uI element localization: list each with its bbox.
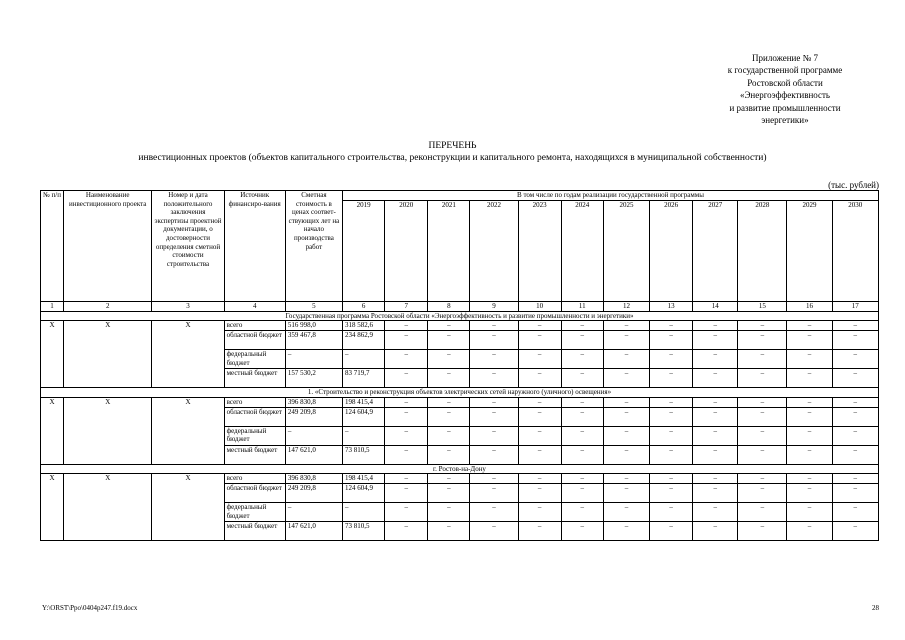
year-value: – <box>470 407 518 426</box>
year-value: – <box>603 484 649 503</box>
section-title: 1. «Строительство и реконструкция объектов электрических сетей наружного (уличного) освещения» <box>41 388 879 398</box>
column-number: 13 <box>650 302 693 312</box>
column-number: 10 <box>518 302 561 312</box>
funding-source: местный бюджет <box>224 445 285 464</box>
year-value: – <box>650 503 693 522</box>
year-value: – <box>738 350 787 369</box>
column-number: 3 <box>152 302 224 312</box>
year-value: – <box>428 407 470 426</box>
column-number: 2 <box>64 302 152 312</box>
estimated-cost: 147 621,0 <box>285 445 342 464</box>
header-years-group: В том числе по годам реализации государственной программы <box>343 191 879 201</box>
year-value: – <box>738 397 787 407</box>
value-2019: 124 604,9 <box>343 407 385 426</box>
year-value: – <box>518 369 561 388</box>
name-mark: X <box>64 321 152 388</box>
year-value: – <box>738 522 787 541</box>
year-value: – <box>385 350 428 369</box>
value-2019: 318 582,6 <box>343 321 385 331</box>
funding-source: федеральный бюджет <box>224 426 285 445</box>
year-value: – <box>561 369 603 388</box>
year-value: – <box>561 331 603 350</box>
year-value: – <box>693 331 738 350</box>
funding-source: всего <box>224 321 285 331</box>
year-value: – <box>470 522 518 541</box>
year-value: – <box>603 369 649 388</box>
year-value: – <box>603 522 649 541</box>
column-number: 6 <box>343 302 385 312</box>
column-number: 8 <box>428 302 470 312</box>
year-value: – <box>787 350 832 369</box>
year-value: – <box>518 350 561 369</box>
year-value: – <box>518 426 561 445</box>
year-value: – <box>693 321 738 331</box>
year-value: – <box>385 321 428 331</box>
value-2019: 73 810,5 <box>343 522 385 541</box>
header-year: 2028 <box>738 200 787 301</box>
year-value: – <box>561 484 603 503</box>
year-value: – <box>518 503 561 522</box>
expertise-mark: X <box>152 321 224 388</box>
year-value: – <box>787 445 832 464</box>
year-value: – <box>603 350 649 369</box>
funding-source: федеральный бюджет <box>224 503 285 522</box>
year-value: – <box>738 331 787 350</box>
year-value: – <box>787 426 832 445</box>
year-value: – <box>428 503 470 522</box>
value-2019: 73 810,5 <box>343 445 385 464</box>
year-value: – <box>385 331 428 350</box>
header-year: 2021 <box>428 200 470 301</box>
year-value: – <box>385 407 428 426</box>
year-value: – <box>470 503 518 522</box>
year-value: – <box>428 426 470 445</box>
estimated-cost: 516 998,0 <box>285 321 342 331</box>
value-2019: 198 415,4 <box>343 397 385 407</box>
document-title <box>0 140 905 164</box>
value-2019: – <box>343 503 385 522</box>
year-value: – <box>787 407 832 426</box>
appendix-line: Ростовской области <box>747 77 823 88</box>
year-value: – <box>428 369 470 388</box>
funding-source: всего <box>224 474 285 484</box>
year-value: – <box>832 474 878 484</box>
year-value: – <box>787 484 832 503</box>
section-title: г. Ростов-на-Дону <box>41 464 879 474</box>
year-value: – <box>832 350 878 369</box>
year-value: – <box>693 369 738 388</box>
year-value: – <box>650 484 693 503</box>
table-row <box>41 397 879 407</box>
estimated-cost: 249 209,8 <box>285 484 342 503</box>
value-2019: 124 604,9 <box>343 484 385 503</box>
appendix-line: энергетики» <box>761 115 809 126</box>
year-value: – <box>832 397 878 407</box>
year-value: – <box>561 522 603 541</box>
header-expertise: Номер и дата положительного заключения экспертизы проектной документации, о достоверности определения сметной стоимости строительства <box>152 191 224 302</box>
funding-source: областной бюджет <box>224 331 285 350</box>
year-value: – <box>470 484 518 503</box>
year-value: – <box>428 331 470 350</box>
year-value: – <box>650 321 693 331</box>
year-value: – <box>470 474 518 484</box>
year-value: – <box>603 397 649 407</box>
header-source: Источник финансиро-вания <box>224 191 285 302</box>
year-value: – <box>603 474 649 484</box>
section-title-row <box>41 464 879 474</box>
year-value: – <box>561 474 603 484</box>
year-value: – <box>518 331 561 350</box>
year-value: – <box>832 331 878 350</box>
year-value: – <box>650 369 693 388</box>
year-value: – <box>385 503 428 522</box>
year-value: – <box>470 397 518 407</box>
year-value: – <box>693 426 738 445</box>
value-2019: – <box>343 426 385 445</box>
year-value: – <box>650 397 693 407</box>
year-value: – <box>738 369 787 388</box>
header-year: 2026 <box>650 200 693 301</box>
year-value: – <box>561 503 603 522</box>
table-header <box>41 191 879 312</box>
year-value: – <box>428 484 470 503</box>
year-value: – <box>738 445 787 464</box>
table-body <box>41 311 879 541</box>
table-row <box>41 474 879 484</box>
appendix-line: Приложение № 7 <box>752 53 818 63</box>
number-mark: X <box>41 321 64 388</box>
estimated-cost: – <box>285 503 342 522</box>
header-name: Наименование инвестиционного проекта <box>64 191 152 302</box>
year-value: – <box>693 522 738 541</box>
year-value: – <box>787 474 832 484</box>
year-value: – <box>518 484 561 503</box>
header-year: 2023 <box>518 200 561 301</box>
column-number: 16 <box>787 302 832 312</box>
column-number: 1 <box>41 302 64 312</box>
year-value: – <box>561 445 603 464</box>
year-value: – <box>385 426 428 445</box>
year-value: – <box>693 407 738 426</box>
year-value: – <box>650 407 693 426</box>
year-value: – <box>428 474 470 484</box>
year-value: – <box>650 522 693 541</box>
year-value: – <box>832 321 878 331</box>
column-numbers-row <box>41 302 879 312</box>
estimated-cost: 396 830,8 <box>285 474 342 484</box>
year-value: – <box>650 331 693 350</box>
year-value: – <box>518 474 561 484</box>
year-value: – <box>603 503 649 522</box>
section-title-row <box>41 388 879 398</box>
column-number: 11 <box>561 302 603 312</box>
column-number: 15 <box>738 302 787 312</box>
name-mark: X <box>64 397 152 464</box>
header-year: 2030 <box>832 200 878 301</box>
year-value: – <box>738 503 787 522</box>
year-value: – <box>385 445 428 464</box>
appendix-line: и развитие промышленности <box>729 102 841 113</box>
year-value: – <box>470 369 518 388</box>
year-value: – <box>832 522 878 541</box>
title-subtitle: инвестиционных проектов (объектов капитального строительства, реконструкции и капитального ремонта, находящихся в муниципальной собственности) <box>138 153 767 163</box>
year-value: – <box>787 522 832 541</box>
header-year: 2029 <box>787 200 832 301</box>
year-value: – <box>518 522 561 541</box>
header-cost: Сметная стоимость в ценах соответ-ствующих лет на начало производства работ <box>285 191 342 302</box>
funding-source: федеральный бюджет <box>224 350 285 369</box>
appendix-header <box>690 52 880 126</box>
expertise-mark: X <box>152 397 224 464</box>
header-no: № п/п <box>41 191 64 302</box>
name-mark: X <box>64 474 152 541</box>
header-year: 2027 <box>693 200 738 301</box>
year-value: – <box>832 445 878 464</box>
funding-source: местный бюджет <box>224 522 285 541</box>
year-value: – <box>518 397 561 407</box>
expertise-mark: X <box>152 474 224 541</box>
number-mark: X <box>41 397 64 464</box>
year-value: – <box>693 397 738 407</box>
year-value: – <box>650 445 693 464</box>
year-value: – <box>428 445 470 464</box>
year-value: – <box>561 321 603 331</box>
year-value: – <box>832 369 878 388</box>
year-value: – <box>603 321 649 331</box>
year-value: – <box>738 321 787 331</box>
year-value: – <box>561 350 603 369</box>
year-value: – <box>693 445 738 464</box>
year-value: – <box>650 426 693 445</box>
year-value: – <box>693 484 738 503</box>
year-value: – <box>428 350 470 369</box>
value-2019: – <box>343 350 385 369</box>
year-value: – <box>518 407 561 426</box>
year-value: – <box>470 321 518 331</box>
year-value: – <box>470 350 518 369</box>
year-value: – <box>650 350 693 369</box>
year-value: – <box>561 397 603 407</box>
year-value: – <box>518 445 561 464</box>
column-number: 4 <box>224 302 285 312</box>
year-value: – <box>518 321 561 331</box>
year-value: – <box>787 369 832 388</box>
column-number: 12 <box>603 302 649 312</box>
year-value: – <box>470 331 518 350</box>
year-value: – <box>428 321 470 331</box>
estimated-cost: – <box>285 426 342 445</box>
year-value: – <box>787 503 832 522</box>
column-number: 9 <box>470 302 518 312</box>
year-value: – <box>832 503 878 522</box>
year-value: – <box>693 350 738 369</box>
table-row <box>41 321 879 331</box>
header-year: 2022 <box>470 200 518 301</box>
year-value: – <box>385 484 428 503</box>
column-number: 7 <box>385 302 428 312</box>
year-value: – <box>787 321 832 331</box>
year-value: – <box>693 503 738 522</box>
year-value: – <box>787 397 832 407</box>
year-value: – <box>470 426 518 445</box>
page-number: 28 <box>872 604 879 612</box>
funding-source: областной бюджет <box>224 407 285 426</box>
footer-file-path: Y:\ORST\Ppo\0404p247.f19.docx <box>42 604 138 612</box>
estimated-cost: 396 830,8 <box>285 397 342 407</box>
estimated-cost: 147 621,0 <box>285 522 342 541</box>
units-label: (тыс. рублей) <box>828 180 879 190</box>
appendix-line: «Энергоэффективность <box>739 90 831 101</box>
section-title: Государственная программа Ростовской области «Энергоэффективность и развитие промышленности и энергетики» <box>41 311 879 321</box>
header-year: 2020 <box>385 200 428 301</box>
section-title-row <box>41 311 879 321</box>
header-year: 2019 <box>343 200 385 301</box>
year-value: – <box>603 407 649 426</box>
column-number: 5 <box>285 302 342 312</box>
investment-projects-table <box>40 190 879 541</box>
year-value: – <box>738 484 787 503</box>
year-value: – <box>428 397 470 407</box>
year-value: – <box>561 407 603 426</box>
estimated-cost: – <box>285 350 342 369</box>
year-value: – <box>738 407 787 426</box>
column-number: 14 <box>693 302 738 312</box>
year-value: – <box>470 445 518 464</box>
funding-source: областной бюджет <box>224 484 285 503</box>
number-mark: X <box>41 474 64 541</box>
year-value: – <box>428 522 470 541</box>
year-value: – <box>561 426 603 445</box>
year-value: – <box>385 522 428 541</box>
year-value: – <box>738 474 787 484</box>
column-number: 17 <box>832 302 878 312</box>
value-2019: 234 862,9 <box>343 331 385 350</box>
estimated-cost: 157 530,2 <box>285 369 342 388</box>
value-2019: 83 719,7 <box>343 369 385 388</box>
year-value: – <box>603 426 649 445</box>
year-value: – <box>832 407 878 426</box>
funding-source: всего <box>224 397 285 407</box>
year-value: – <box>385 474 428 484</box>
year-value: – <box>650 474 693 484</box>
estimated-cost: 359 467,8 <box>285 331 342 350</box>
year-value: – <box>787 331 832 350</box>
year-value: – <box>603 331 649 350</box>
value-2019: 198 415,4 <box>343 474 385 484</box>
appendix-line: к государственной программе <box>727 65 843 76</box>
header-year: 2025 <box>603 200 649 301</box>
year-value: – <box>832 484 878 503</box>
year-value: – <box>385 397 428 407</box>
title-heading: ПЕРЕЧЕНЬ <box>428 141 477 151</box>
funding-source: местный бюджет <box>224 369 285 388</box>
year-value: – <box>603 445 649 464</box>
estimated-cost: 249 209,8 <box>285 407 342 426</box>
year-value: – <box>738 426 787 445</box>
year-value: – <box>385 369 428 388</box>
year-value: – <box>832 426 878 445</box>
year-value: – <box>693 474 738 484</box>
header-year: 2024 <box>561 200 603 301</box>
